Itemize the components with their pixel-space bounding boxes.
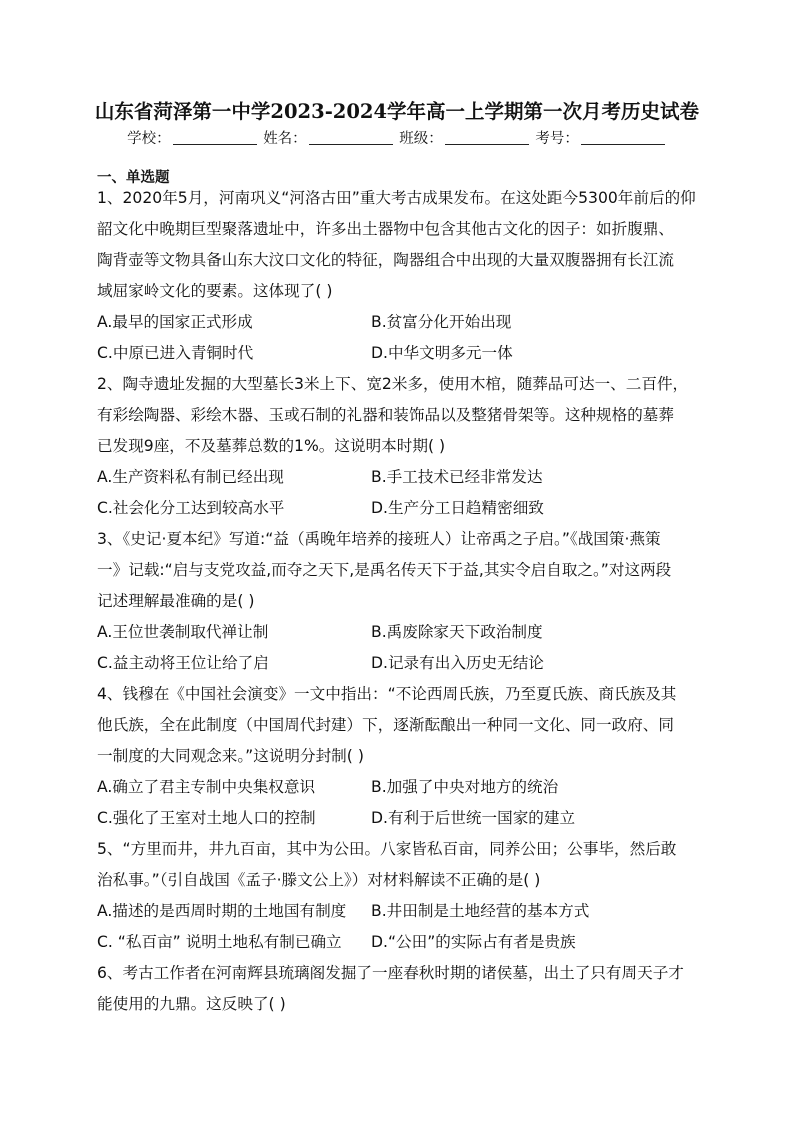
question-4	[97, 679, 697, 834]
question-text-line: 已发现9座，不及墓葬总数的1%。这说明本时期( )	[97, 437, 446, 455]
school-blank[interactable]	[173, 130, 257, 145]
question-text-line: 陶背壶等文物具备山东大汶口文化的特征，陶器组合中出现的大量双腹器拥有长江流	[97, 251, 674, 269]
option-row	[97, 927, 697, 958]
option-a[interactable]: A.描述的是西周时期的土地国有制度	[97, 902, 347, 920]
option-d[interactable]: D.中华文明多元一体	[371, 344, 513, 362]
student-info-row	[0, 127, 794, 148]
question-text-line: 6、考古工作者在河南辉县琉璃阁发掘了一座春秋时期的诸侯墓，出土了只有周天子才	[97, 964, 684, 982]
exam-number-blank[interactable]	[581, 130, 665, 145]
school-label: 学校：	[127, 131, 171, 147]
question-text-line: 记述理解最准确的是( )	[97, 592, 255, 610]
option-row	[97, 617, 697, 648]
option-b[interactable]: B.贫富分化开始出现	[371, 313, 512, 331]
option-c[interactable]: C.益主动将王位让给了启	[97, 654, 269, 672]
option-d[interactable]: D.“公田”的实际占有者是贵族	[371, 933, 576, 951]
option-row	[97, 462, 697, 493]
question-1	[97, 183, 697, 369]
class-label: 班级：	[399, 131, 443, 147]
question-5	[97, 834, 697, 958]
question-text-line: 他氏族，全在此制度（中国周代封建）下，逐渐酝酿出一种同一文化、同一政府、同	[97, 716, 674, 734]
class-blank[interactable]	[445, 130, 529, 145]
option-b[interactable]: B.禹废除家天下政治制度	[371, 623, 543, 641]
question-text-line: 2、陶寺遗址发掘的大型墓长3米上下、宽2米多，使用木棺，随葬品可达一、二百件，	[97, 375, 689, 393]
option-c[interactable]: C.中原已进入青铜时代	[97, 344, 254, 362]
question-text-line: 治私事。”（引自战国《孟子·滕文公上》）对材料解读不正确的是( )	[97, 871, 541, 889]
option-d[interactable]: D.记录有出入历史无结论	[371, 654, 544, 672]
question-text-line: 能使用的九鼎。这反映了( )	[97, 995, 286, 1013]
question-text-line: 3、《史记·夏本纪》写道:“益（禹晚年培养的接班人）让帝禹之子启。”《战国策·燕策	[97, 530, 661, 548]
option-c[interactable]: C.社会化分工达到较高水平	[97, 499, 285, 517]
exam-number-label: 考号：	[535, 131, 579, 147]
option-row	[97, 896, 697, 927]
option-row	[97, 493, 697, 524]
name-label: 姓名：	[263, 131, 307, 147]
option-a[interactable]: A.生产资料私有制已经出现	[97, 468, 284, 486]
question-3	[97, 524, 697, 679]
question-text-line: 一》记载:“启与支党攻益,而夺之天下,是禹名传天下于益,其实令启自取之。”对这两段	[97, 561, 672, 579]
option-row	[97, 772, 697, 803]
question-text-line: 韶文化中晚期巨型聚落遗址中，许多出土器物中包含其他古文化的因子：如折腹鼎、	[97, 220, 674, 238]
question-text-line: 一制度的大同观念来。”这说明分封制( )	[97, 747, 364, 765]
question-text-line: 域屈家岭文化的要素。这体现了( )	[97, 282, 333, 300]
question-text-line: 有彩绘陶器、彩绘木器、玉或石制的礼器和装饰品以及整猪骨架等。这种规格的墓葬	[97, 406, 674, 424]
option-row	[97, 307, 697, 338]
exam-title: 山东省菏泽第一中学2023-2024学年高一上学期第一次月考历史试卷	[94, 100, 700, 123]
option-d[interactable]: D.有利于后世统一国家的建立	[371, 809, 576, 827]
question-text-line: 1、2020年5月，河南巩义“河洛古田”重大考古成果发布。在这处距今5300年前后的仰	[97, 189, 696, 207]
option-c[interactable]: C.强化了王室对土地人口的控制	[97, 809, 316, 827]
option-b[interactable]: B.井田制是土地经营的基本方式	[371, 902, 590, 920]
question-6	[97, 958, 697, 1020]
option-a[interactable]: A.确立了君主专制中央集权意识	[97, 778, 316, 796]
section-title: 一、单选题	[97, 170, 170, 186]
question-text-line: 4、钱穆在《中国社会演变》一文中指出：“不论西周氏族，乃至夏氏族、商氏族及其	[97, 685, 677, 703]
option-b[interactable]: B.手工技术已经非常发达	[371, 468, 543, 486]
option-b[interactable]: B.加强了中央对地方的统治	[371, 778, 559, 796]
option-d[interactable]: D.生产分工日趋精密细致	[371, 499, 544, 517]
option-a[interactable]: A.王位世袭制取代禅让制	[97, 623, 269, 641]
option-row	[97, 803, 697, 834]
name-blank[interactable]	[309, 130, 393, 145]
option-row	[97, 338, 697, 369]
question-2	[97, 369, 697, 524]
option-c[interactable]: C. “私百亩” 说明土地私有制已确立	[97, 933, 342, 951]
questions-container	[97, 183, 697, 1020]
question-text-line: 5、“方里而井，井九百亩，其中为公田。八家皆私百亩，同养公田；公事毕，然后敢	[97, 840, 677, 858]
option-row	[97, 648, 697, 679]
option-a[interactable]: A.最早的国家正式形成	[97, 313, 253, 331]
